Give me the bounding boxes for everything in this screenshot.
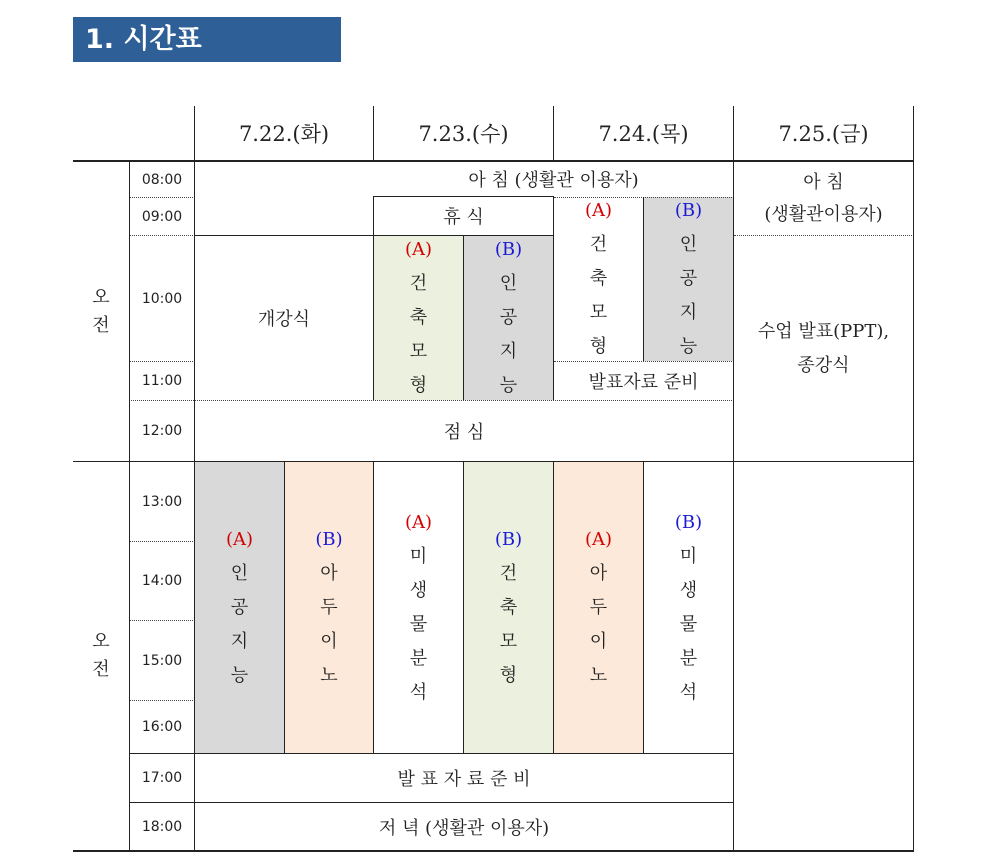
event-fri-presentation [734,236,913,461]
day-header-0722: 7.22.(화) [238,122,330,146]
subject-arduino: 아 두 이 노 [589,562,608,686]
session-0723-b-architecture [464,462,553,753]
day-header-0723: 7.23.(수) [418,122,509,146]
subject-microbio: 미 생 물 분 석 [409,545,428,703]
event-presentation-prep-0724: 발표자료 준비 [588,372,699,393]
day-header-0725: 7.25.(금) [778,122,869,146]
time-label: 18:00 [141,818,183,835]
event-dinner: 저 녁 (생활관 이용자) [378,817,550,839]
group-a-label: (A) [225,528,254,550]
subject-architecture: 건 축 모 형 [409,273,428,396]
time-label: 13:00 [141,493,183,510]
session-0723-b-ai [464,236,553,400]
group-b-label: (B) [494,528,523,550]
subject-architecture: 건 축 모 형 [499,562,518,686]
subject-ai: 인 공 지 능 [499,273,518,396]
subject-arduino: 아 두 이 노 [320,562,338,686]
time-label: 14:00 [141,573,183,589]
event-fri-breakfast [734,162,913,235]
session-0724-b-ai [644,197,733,361]
time-label: 16:00 [141,719,183,735]
section-title: 1. 시간표 [73,17,341,62]
time-label: 12:00 [141,423,183,439]
time-label: 10:00 [141,290,183,307]
group-a-label: (A) [404,239,433,260]
group-a-label: (A) [584,200,613,221]
time-label: 17:00 [141,770,183,786]
group-b-label: (B) [315,528,343,550]
time-label: 08:00 [141,171,183,188]
subject-microbio: 미 생 물 분 석 [679,545,698,703]
group-a-label: (A) [404,511,433,533]
group-b-label: (B) [674,511,703,533]
time-label: 09:00 [141,208,183,225]
event-lunch: 점 심 [443,422,485,443]
event-presentation-prep-evening: 발 표 자 료 준 비 [397,769,531,790]
section-label-morning: 오 전 [92,286,110,336]
session-0724-a-arduino [554,462,643,753]
rule-v-right [913,106,914,851]
fri-breakfast-line2: (생활관이용자) [764,203,883,225]
session-0722-b-arduino [285,462,373,753]
event-rest: 휴 식 [443,207,484,228]
fri-breakfast-line1: 아 침 [803,171,844,193]
section-label-afternoon: 오 전 [92,631,110,680]
day-header-0724: 7.24.(목) [598,122,689,146]
event-opening-ceremony: 개강식 [257,309,311,330]
fri-presentation-line2: 종강식 [797,354,850,376]
time-label: 11:00 [141,373,183,389]
subject-ai: 인 공 지 능 [230,562,249,686]
rule-bottom [73,850,914,852]
group-a-label: (A) [584,528,613,550]
fri-presentation-line1: 수업 발표(PPT), [757,320,890,342]
time-label: 15:00 [141,652,183,669]
group-b-label: (B) [674,200,703,221]
session-0724-b-microbio [644,462,733,753]
subject-ai: 인 공 지 능 [679,234,698,357]
session-0723-a-architecture [374,236,463,400]
session-0724-a-architecture [554,197,643,361]
session-0722-a-ai [195,462,284,753]
session-0723-a-microbio [374,462,463,753]
event-breakfast: 아 침 (생활관 이용자) [468,170,639,191]
group-b-label: (B) [494,239,523,260]
subject-architecture: 건 축 모 형 [589,234,608,357]
